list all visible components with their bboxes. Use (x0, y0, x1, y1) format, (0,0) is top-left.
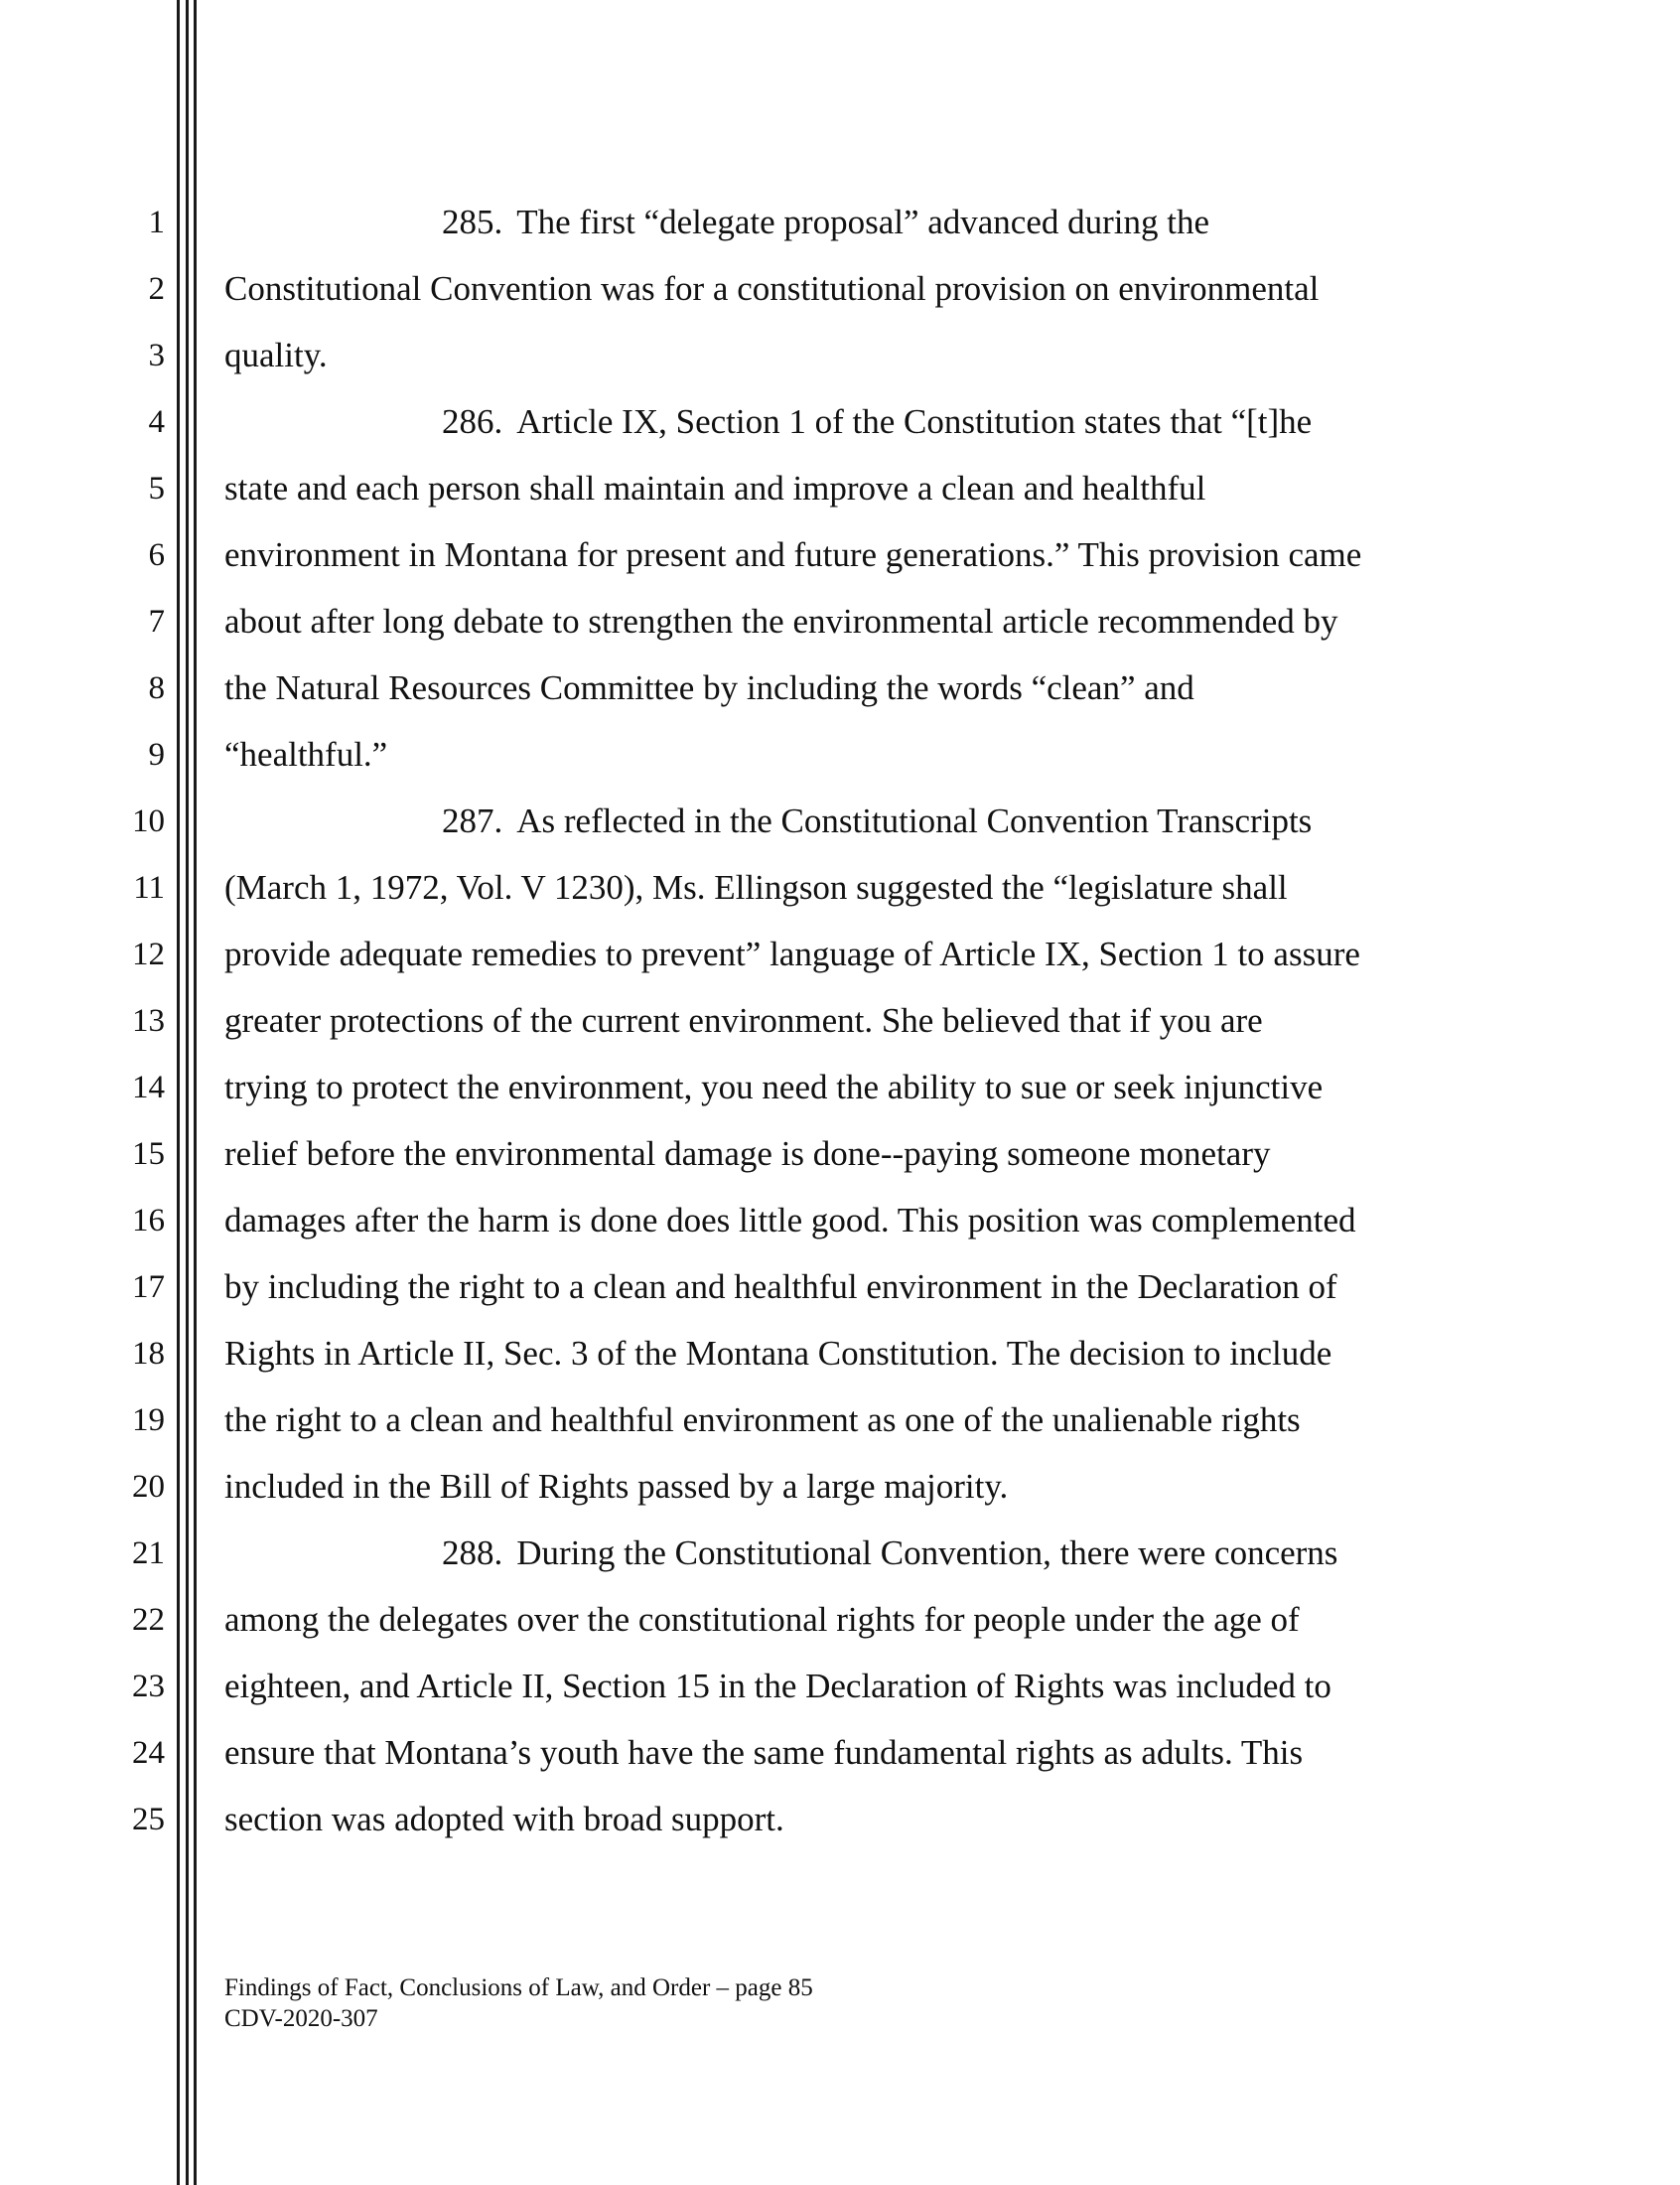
line-number: 9 (148, 737, 165, 773)
text-line: greater protections of the current environment. She believed that if you are (224, 1001, 1263, 1040)
text-line: included in the Bill of Rights passed by a large majority. (224, 1467, 1009, 1506)
text-line: environment in Montana for present and future generations.” This provision came (224, 535, 1362, 574)
line-number: 24 (132, 1735, 165, 1771)
line-number: 14 (132, 1070, 165, 1105)
page-footer (224, 1972, 813, 2034)
text-line: provide adequate remedies to prevent” language of Article IX, Section 1 to assure (224, 935, 1360, 973)
text-line: (March 1, 1972, Vol. V 1230), Ms. Ellingson suggested the “legislature shall (224, 868, 1288, 907)
text-line: eighteen, and Article II, Section 15 in the Declaration of Rights was included to (224, 1667, 1331, 1705)
line-number: 18 (132, 1336, 165, 1372)
line-number: 16 (132, 1203, 165, 1238)
line-text: As reflected in the Constitutional Convention Transcripts (516, 801, 1313, 840)
text-line: Rights in Article II, Sec. 3 of the Montana Constitution. The decision to include (224, 1334, 1332, 1373)
line-number: 15 (132, 1136, 165, 1172)
text-line: “healthful.” (224, 735, 388, 774)
left-margin-rule (194, 0, 197, 2185)
paragraph-number: 288. (442, 1533, 503, 1572)
line-number: 3 (148, 338, 165, 373)
paragraph-number: 286. (442, 402, 503, 441)
line-number-column (99, 199, 165, 1862)
line-number: 10 (132, 803, 165, 839)
text-line (224, 798, 1495, 864)
text-line: damages after the harm is done does little good. This position was complemented (224, 1201, 1356, 1239)
line-number: 13 (132, 1003, 165, 1039)
text-line: among the delegates over the constitutional rights for people under the age of (224, 1600, 1300, 1639)
left-margin-rule (186, 0, 189, 2185)
line-text: During the Constitutional Convention, there were concerns (516, 1533, 1338, 1572)
text-line: section was adopted with broad support. (224, 1800, 784, 1838)
case-number: CDV-2020-307 (224, 2005, 378, 2032)
line-number: 22 (132, 1602, 165, 1638)
line-number: 2 (148, 271, 165, 307)
text-line: relief before the environmental damage is done--paying someone monetary (224, 1134, 1271, 1173)
left-margin-rule (177, 0, 180, 2185)
line-number: 20 (132, 1469, 165, 1505)
text-line (224, 398, 1495, 465)
text-line: the Natural Resources Committee by including the words “clean” and (224, 668, 1194, 707)
line-number: 5 (148, 471, 165, 507)
line-number: 19 (132, 1402, 165, 1438)
text-line (224, 199, 1495, 265)
line-text: The first “delegate proposal” advanced during the (516, 203, 1210, 241)
text-line: by including the right to a clean and healthful environment in the Declaration of (224, 1267, 1337, 1306)
line-number: 17 (132, 1269, 165, 1305)
paragraph-285 (224, 199, 1495, 398)
line-number: 25 (132, 1802, 165, 1837)
text-line: Constitutional Convention was for a constitutional provision on environmental (224, 269, 1320, 308)
text-line: state and each person shall maintain and improve a clean and healthful (224, 469, 1206, 508)
text-line: trying to protect the environment, you need the ability to sue or seek injunctive (224, 1068, 1324, 1106)
text-line (224, 1530, 1495, 1596)
line-number: 6 (148, 537, 165, 573)
text-line: quality. (224, 336, 328, 374)
document-body (224, 199, 1495, 1862)
paragraph-288 (224, 1530, 1495, 1862)
line-number: 4 (148, 404, 165, 440)
footer-title: Findings of Fact, Conclusions of Law, and Order – page 85 (224, 1974, 813, 2001)
line-number: 7 (148, 604, 165, 640)
paragraph-number: 287. (442, 801, 503, 840)
line-number: 12 (132, 937, 165, 972)
line-number: 1 (148, 205, 165, 240)
line-number: 21 (132, 1535, 165, 1571)
line-number: 8 (148, 670, 165, 706)
line-number: 23 (132, 1669, 165, 1704)
line-text: Article IX, Section 1 of the Constitution states that “[t]he (516, 402, 1313, 441)
paragraph-286 (224, 398, 1495, 798)
paragraph-number: 285. (442, 203, 503, 241)
text-line: ensure that Montana’s youth have the same fundamental rights as adults. This (224, 1733, 1304, 1772)
paragraph-287 (224, 798, 1495, 1530)
text-line: about after long debate to strengthen the environmental article recommended by (224, 602, 1338, 641)
line-number: 11 (133, 870, 165, 906)
text-line: the right to a clean and healthful environment as one of the unalienable rights (224, 1400, 1301, 1439)
